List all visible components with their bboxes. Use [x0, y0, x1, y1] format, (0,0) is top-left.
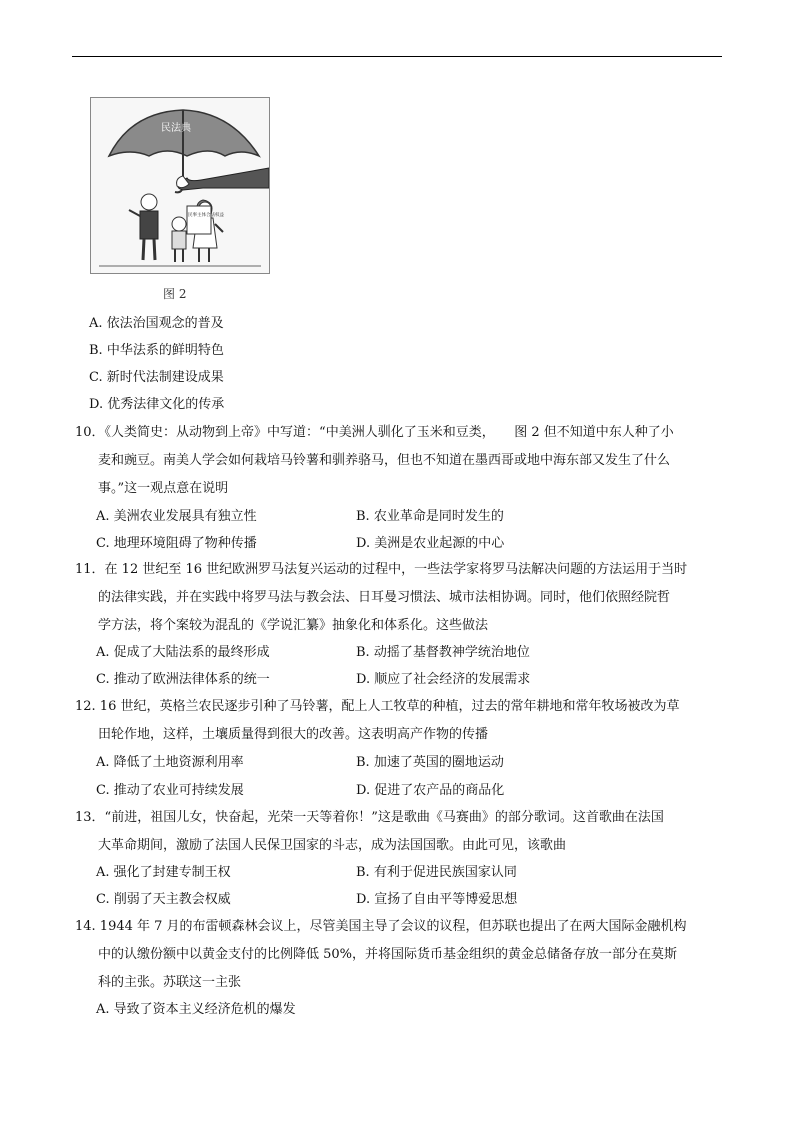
q9-option-c: C. 新时代法制建设成果: [89, 370, 224, 385]
q11-option-c: C. 推动了欧洲法律体系的统一: [96, 672, 270, 687]
q14-stem-line-2: 中的认缴份额中以黄金支付的比例降低 50%，并将国际货币基金组织的黄金总储备存放一部分在莫斯: [98, 947, 678, 962]
q11-option-a: A. 促成了大陆法系的最终形成: [96, 645, 270, 660]
q11-stem-line-2: 的法律实践，并在实践中将罗马法与教会法、日耳曼习惯法、城市法相协调。同时，他们依照经院哲: [98, 590, 671, 605]
q12-stem-line-1: 12. 16 世纪，英格兰农民逐步引种了马铃薯，配上人工牧草的种植，过去的常年耕地和常年牧场被改为草: [75, 699, 680, 714]
q14-option-a: A. 导致了资本主义经济危机的爆发: [96, 1002, 296, 1017]
header-rule: [72, 56, 722, 57]
q10-stem-line-1: 10．《人类简史：从动物到上帝》中写道：“中美洲人驯化了玉米和豆类， 图 2 但不知道中东人种了小: [75, 425, 674, 440]
q13-option-a: A. 强化了封建专制王权: [96, 865, 231, 880]
q12-option-c: C. 推动了农业可持续发展: [96, 783, 244, 798]
sign-label: 民事主体合法权益: [188, 213, 224, 218]
q9-option-d: D. 优秀法律文化的传承: [89, 397, 225, 412]
q13-stem-line-1: 13．“前进，祖国儿女，快奋起，光荣一天等着你！”这是歌曲《马赛曲》的部分歌词。这首歌曲在法国: [75, 810, 664, 825]
q13-stem-line-2: 大革命期间，激励了法国人民保卫国家的斗志，成为法国国歌。由此可见，该歌曲: [98, 838, 567, 853]
q11-stem-line-3: 学方法，将个案较为混乱的《学说汇纂》抽象化和体系化。这些做法: [98, 618, 489, 633]
q11-option-b: B. 动摇了基督教神学统治地位: [356, 645, 530, 660]
q11-option-d: D. 顺应了社会经济的发展需求: [356, 672, 531, 687]
q9-option-a: A. 依法治国观念的普及: [89, 316, 224, 331]
q14-stem-line-1: 14. 1944 年 7 月的布雷顿森林会议上，尽管美国主导了会议的议程，但苏联也提出了在两大国际金融机构: [75, 919, 687, 934]
q12-option-b: B. 加速了英国的圈地运动: [356, 755, 504, 770]
q10-option-c: C. 地理环境阻碍了物种传播: [96, 536, 257, 551]
q10-option-b: B. 农业革命是同时发生的: [356, 509, 504, 524]
q13-option-b: B. 有利于促进民族国家认同: [356, 865, 517, 880]
q10-stem-line-3: 事。”这一观点意在说明: [98, 481, 229, 496]
umbrella-label: 民法典: [161, 123, 191, 134]
q12-option-d: D. 促进了农产品的商品化: [356, 783, 505, 798]
q9-option-b: B. 中华法系的鲜明特色: [89, 343, 224, 358]
umbrella-cartoon-image: [91, 98, 269, 273]
q10-option-d: D. 美洲是农业起源的中心: [356, 536, 505, 551]
q14-stem-line-3: 科的主张。苏联这一主张: [98, 975, 242, 990]
q10-stem-line-2: 麦和豌豆。南美人学会如何栽培马铃薯和驯养骆马，但也不知道在墨西哥或地中海东部又发生了什么: [98, 453, 671, 468]
figure-2-illustration: [90, 97, 270, 274]
q12-option-a: A. 降低了土地资源利用率: [96, 755, 244, 770]
q10-option-a: A. 美洲农业发展具有独立性: [96, 509, 257, 524]
q13-option-c: C. 削弱了天主教会权威: [96, 892, 231, 907]
q12-stem-line-2: 田轮作地，这样，土壤质量得到很大的改善。这表明高产作物的传播: [98, 727, 489, 742]
figure-caption: 图 2: [163, 287, 187, 301]
q11-stem-line-1: 11．在 12 世纪至 16 世纪欧洲罗马法复兴运动的过程中，一些法学家将罗马法解决问题的方法运用于当时: [75, 562, 688, 577]
q13-option-d: D. 宣扬了自由平等博爱思想: [356, 892, 518, 907]
